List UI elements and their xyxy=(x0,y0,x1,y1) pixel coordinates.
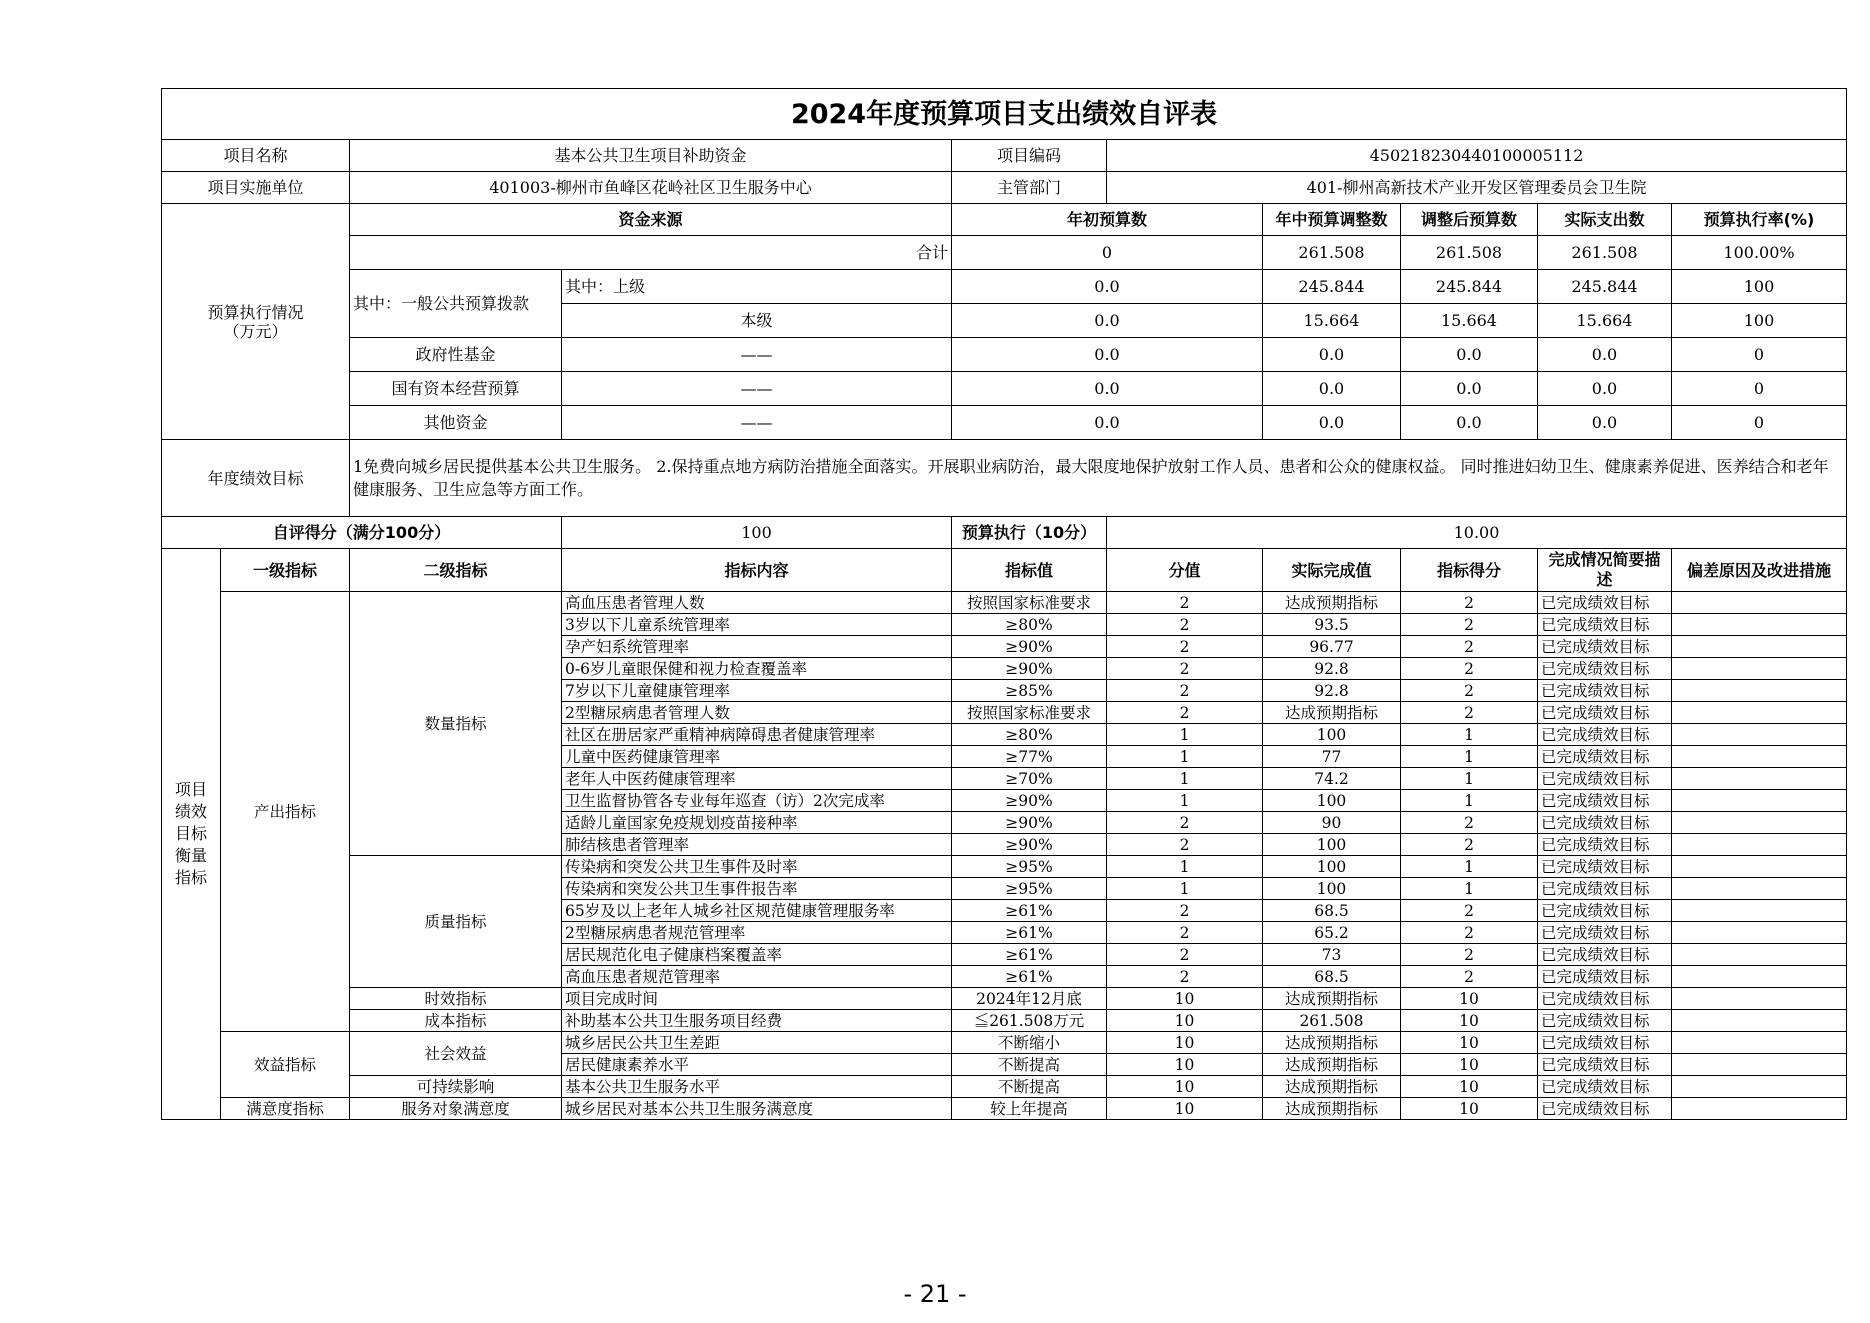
indicator-target: ≥90% xyxy=(952,812,1107,834)
annual-goal-text: 1免费向城乡居民提供基本公共卫生服务。 2.保持重点地方病防治措施全面落实。开展职业病防治，最大限度地保护放射工作人员、患者和公众的健康权益。 同时推进妇幼卫生、健康素养促进、医养结合和老年健康服务、卫生应急等方面工作。 xyxy=(350,440,1847,517)
indicator-points: 2 xyxy=(1107,636,1263,658)
level1-benefit: 效益指标 xyxy=(221,1032,350,1098)
indicator-deviation xyxy=(1672,856,1847,878)
indicator-target: ≥95% xyxy=(952,878,1107,900)
indicator-target: ≥61% xyxy=(952,966,1107,988)
self-score: 100 xyxy=(562,517,952,549)
budget-local-initial: 0.0 xyxy=(952,304,1263,338)
indicator-desc: 已完成绩效目标 xyxy=(1538,592,1672,614)
budget-total-adjusted: 261.508 xyxy=(1401,236,1538,270)
indicator-desc: 已完成绩效目标 xyxy=(1538,790,1672,812)
budget-gov-fund-rate: 0 xyxy=(1672,338,1847,372)
budget-other-funds-initial: 0.0 xyxy=(952,406,1263,440)
level2-sustain: 可持续影响 xyxy=(350,1076,562,1098)
budget-upper-initial: 0.0 xyxy=(952,270,1263,304)
indicator-content: 居民规范化电子健康档案覆盖率 xyxy=(562,944,952,966)
budget-total-rate: 100.00% xyxy=(1672,236,1847,270)
label-dept: 主管部门 xyxy=(952,172,1107,204)
indicator-content: 2型糖尿病患者管理人数 xyxy=(562,702,952,724)
indicator-content: 补助基本公共卫生服务项目经费 xyxy=(562,1010,952,1032)
indicator-target: 2024年12月底 xyxy=(952,988,1107,1010)
label-impl-unit: 项目实施单位 xyxy=(162,172,350,204)
budget-header-adjusted: 调整后预算数 xyxy=(1401,204,1538,236)
indicator-actual: 73 xyxy=(1263,944,1401,966)
budget-state-capital-dash: —— xyxy=(562,372,952,406)
indicator-actual: 77 xyxy=(1263,746,1401,768)
project-code: 450218230440100005112 xyxy=(1107,140,1847,172)
indicator-deviation xyxy=(1672,614,1847,636)
budget-state-capital-actual: 0.0 xyxy=(1538,372,1672,406)
indicator-score: 2 xyxy=(1401,834,1538,856)
indicator-actual: 90 xyxy=(1263,812,1401,834)
budget-state-capital-rate: 0 xyxy=(1672,372,1847,406)
budget-gov-fund-dash: —— xyxy=(562,338,952,372)
indicator-points: 2 xyxy=(1107,658,1263,680)
indicator-target: 不断缩小 xyxy=(952,1032,1107,1054)
indicator-deviation xyxy=(1672,636,1847,658)
budget-other-funds-label: 其他资金 xyxy=(350,406,562,440)
indicator-row xyxy=(162,1010,1847,1032)
indicator-points: 2 xyxy=(1107,614,1263,636)
indicator-desc: 已完成绩效目标 xyxy=(1538,658,1672,680)
indicator-desc: 已完成绩效目标 xyxy=(1538,1076,1672,1098)
indicator-desc: 已完成绩效目标 xyxy=(1538,724,1672,746)
indicator-score: 2 xyxy=(1401,658,1538,680)
indicator-content: 孕产妇系统管理率 xyxy=(562,636,952,658)
indicator-target: 不断提高 xyxy=(952,1054,1107,1076)
indicator-deviation xyxy=(1672,1010,1847,1032)
indicator-content: 社区在册居家严重精神病障碍患者健康管理率 xyxy=(562,724,952,746)
indicator-target: ≥77% xyxy=(952,746,1107,768)
indicator-score: 2 xyxy=(1401,944,1538,966)
indicator-deviation xyxy=(1672,1054,1847,1076)
label-budget-exec-score: 预算执行（10分） xyxy=(952,517,1107,549)
page-number: - 21 - xyxy=(903,1280,967,1308)
indicator-score: 2 xyxy=(1401,636,1538,658)
indicator-score: 1 xyxy=(1401,724,1538,746)
indicator-actual: 92.8 xyxy=(1263,658,1401,680)
indicator-points: 2 xyxy=(1107,966,1263,988)
indicator-score: 1 xyxy=(1401,768,1538,790)
budget-exec-score: 10.00 xyxy=(1107,517,1847,549)
budget-header-source: 资金来源 xyxy=(350,204,952,236)
level2-cost: 成本指标 xyxy=(350,1010,562,1032)
ind-header-level1: 一级指标 xyxy=(221,549,350,592)
budget-local-actual: 15.664 xyxy=(1538,304,1672,338)
label-project-name: 项目名称 xyxy=(162,140,350,172)
indicator-actual: 96.77 xyxy=(1263,636,1401,658)
indicator-target: ≥90% xyxy=(952,790,1107,812)
indicator-score: 1 xyxy=(1401,790,1538,812)
budget-total-label: 合计 xyxy=(350,236,952,270)
indicator-target: 按照国家标准要求 xyxy=(952,592,1107,614)
indicator-content: 项目完成时间 xyxy=(562,988,952,1010)
label-measure: 项目绩效目标衡量指标 xyxy=(162,549,221,1120)
indicator-points: 1 xyxy=(1107,790,1263,812)
indicator-content: 0-6岁儿童眼保健和视力检查覆盖率 xyxy=(562,658,952,680)
budget-other-funds-mid-adj: 0.0 xyxy=(1263,406,1401,440)
budget-other-funds-actual: 0.0 xyxy=(1538,406,1672,440)
indicator-score: 2 xyxy=(1401,812,1538,834)
label-budget-exec: 预算执行情况（万元） xyxy=(162,204,350,440)
indicator-content: 65岁及以上老年人城乡社区规范健康管理服务率 xyxy=(562,900,952,922)
indicator-actual: 100 xyxy=(1263,790,1401,812)
project-name: 基本公共卫生项目补助资金 xyxy=(350,140,952,172)
level1-satisfaction: 满意度指标 xyxy=(221,1098,350,1120)
indicator-deviation xyxy=(1672,702,1847,724)
budget-other-funds-dash: —— xyxy=(562,406,952,440)
budget-upper-label: 其中：上级 xyxy=(562,270,952,304)
indicator-target: ≥80% xyxy=(952,614,1107,636)
budget-gov-fund-adjusted: 0.0 xyxy=(1401,338,1538,372)
indicator-score: 2 xyxy=(1401,680,1538,702)
budget-header-initial: 年初预算数 xyxy=(952,204,1263,236)
indicator-points: 10 xyxy=(1107,1076,1263,1098)
ind-header-desc: 完成情况简要描述 xyxy=(1538,549,1672,592)
indicator-points: 10 xyxy=(1107,1098,1263,1120)
budget-other-funds-adjusted: 0.0 xyxy=(1401,406,1538,440)
indicator-deviation xyxy=(1672,592,1847,614)
indicator-target: ≥90% xyxy=(952,834,1107,856)
indicator-actual: 92.8 xyxy=(1263,680,1401,702)
indicator-actual: 达成预期指标 xyxy=(1263,592,1401,614)
indicator-content: 儿童中医药健康管理率 xyxy=(562,746,952,768)
indicator-deviation xyxy=(1672,658,1847,680)
indicator-points: 1 xyxy=(1107,878,1263,900)
budget-total-mid-adj: 261.508 xyxy=(1263,236,1401,270)
indicator-actual: 达成预期指标 xyxy=(1263,1098,1401,1120)
budget-gov-fund-initial: 0.0 xyxy=(952,338,1263,372)
budget-state-capital-adjusted: 0.0 xyxy=(1401,372,1538,406)
indicator-target: ≥90% xyxy=(952,636,1107,658)
indicator-actual: 261.508 xyxy=(1263,1010,1401,1032)
indicator-score: 2 xyxy=(1401,702,1538,724)
ind-header-target: 指标值 xyxy=(952,549,1107,592)
indicator-actual: 达成预期指标 xyxy=(1263,1054,1401,1076)
budget-header-actual: 实际支出数 xyxy=(1538,204,1672,236)
budget-header-rate: 预算执行率(%) xyxy=(1672,204,1847,236)
indicator-deviation xyxy=(1672,768,1847,790)
indicator-actual: 达成预期指标 xyxy=(1263,988,1401,1010)
indicator-row xyxy=(162,988,1847,1010)
indicator-content: 城乡居民对基本公共卫生服务满意度 xyxy=(562,1098,952,1120)
indicator-content: 肺结核患者管理率 xyxy=(562,834,952,856)
indicator-actual: 65.2 xyxy=(1263,922,1401,944)
indicator-points: 2 xyxy=(1107,812,1263,834)
indicator-target: 较上年提高 xyxy=(952,1098,1107,1120)
indicator-content: 传染病和突发公共卫生事件报告率 xyxy=(562,878,952,900)
indicator-row xyxy=(162,856,1847,878)
indicator-points: 2 xyxy=(1107,592,1263,614)
budget-local-label: 本级 xyxy=(562,304,952,338)
indicator-score: 10 xyxy=(1401,1076,1538,1098)
indicator-row xyxy=(162,1076,1847,1098)
budget-local-rate: 100 xyxy=(1672,304,1847,338)
budget-state-capital-mid-adj: 0.0 xyxy=(1263,372,1401,406)
budget-upper-adjusted: 245.844 xyxy=(1401,270,1538,304)
indicator-desc: 已完成绩效目标 xyxy=(1538,746,1672,768)
indicator-deviation xyxy=(1672,812,1847,834)
level2-service: 服务对象满意度 xyxy=(350,1098,562,1120)
indicator-desc: 已完成绩效目标 xyxy=(1538,614,1672,636)
dept: 401-柳州高新技术产业开发区管理委员会卫生院 xyxy=(1107,172,1847,204)
level2-quality: 质量指标 xyxy=(350,856,562,988)
level2-timeliness: 时效指标 xyxy=(350,988,562,1010)
indicator-actual: 达成预期指标 xyxy=(1263,1032,1401,1054)
indicator-actual: 68.5 xyxy=(1263,966,1401,988)
indicator-target: ≥70% xyxy=(952,768,1107,790)
indicator-desc: 已完成绩效目标 xyxy=(1538,702,1672,724)
indicator-content: 7岁以下儿童健康管理率 xyxy=(562,680,952,702)
ind-header-points: 分值 xyxy=(1107,549,1263,592)
indicator-target: ≥85% xyxy=(952,680,1107,702)
indicator-deviation xyxy=(1672,878,1847,900)
indicator-score: 2 xyxy=(1401,592,1538,614)
indicator-actual: 达成预期指标 xyxy=(1263,1076,1401,1098)
indicator-points: 10 xyxy=(1107,1032,1263,1054)
indicator-score: 10 xyxy=(1401,1010,1538,1032)
ind-header-level2: 二级指标 xyxy=(350,549,562,592)
indicator-target: ≥95% xyxy=(952,856,1107,878)
level2-social: 社会效益 xyxy=(350,1032,562,1076)
indicator-desc: 已完成绩效目标 xyxy=(1538,878,1672,900)
indicator-desc: 已完成绩效目标 xyxy=(1538,1054,1672,1076)
indicator-deviation xyxy=(1672,834,1847,856)
indicator-row xyxy=(162,1032,1847,1054)
indicator-points: 10 xyxy=(1107,1054,1263,1076)
indicator-points: 2 xyxy=(1107,944,1263,966)
indicator-score: 1 xyxy=(1401,746,1538,768)
indicator-desc: 已完成绩效目标 xyxy=(1538,988,1672,1010)
indicator-target: 不断提高 xyxy=(952,1076,1107,1098)
budget-upper-mid-adj: 245.844 xyxy=(1263,270,1401,304)
label-annual-goal: 年度绩效目标 xyxy=(162,440,350,517)
indicator-content: 基本公共卫生服务水平 xyxy=(562,1076,952,1098)
ind-header-actual: 实际完成值 xyxy=(1263,549,1401,592)
budget-other-funds-rate: 0 xyxy=(1672,406,1847,440)
indicator-actual: 达成预期指标 xyxy=(1263,702,1401,724)
budget-gov-fund-actual: 0.0 xyxy=(1538,338,1672,372)
indicator-desc: 已完成绩效目标 xyxy=(1538,1032,1672,1054)
indicator-points: 10 xyxy=(1107,1010,1263,1032)
indicator-actual: 100 xyxy=(1263,878,1401,900)
label-self-score: 自评得分（满分100分） xyxy=(162,517,562,549)
indicator-deviation xyxy=(1672,746,1847,768)
indicator-content: 适龄儿童国家免疫规划疫苗接种率 xyxy=(562,812,952,834)
indicator-score: 2 xyxy=(1401,614,1538,636)
indicator-target: ≥61% xyxy=(952,944,1107,966)
indicator-actual: 100 xyxy=(1263,834,1401,856)
budget-header-mid-adj: 年中预算调整数 xyxy=(1263,204,1401,236)
indicator-deviation xyxy=(1672,988,1847,1010)
indicator-desc: 已完成绩效目标 xyxy=(1538,812,1672,834)
indicator-deviation xyxy=(1672,944,1847,966)
indicator-points: 2 xyxy=(1107,900,1263,922)
indicator-row xyxy=(162,1098,1847,1120)
budget-upper-rate: 100 xyxy=(1672,270,1847,304)
indicator-score: 2 xyxy=(1401,966,1538,988)
indicator-desc: 已完成绩效目标 xyxy=(1538,636,1672,658)
indicator-desc: 已完成绩效目标 xyxy=(1538,944,1672,966)
budget-upper-actual: 245.844 xyxy=(1538,270,1672,304)
indicator-content: 老年人中医药健康管理率 xyxy=(562,768,952,790)
indicator-actual: 74.2 xyxy=(1263,768,1401,790)
indicator-desc: 已完成绩效目标 xyxy=(1538,966,1672,988)
indicator-score: 1 xyxy=(1401,878,1538,900)
budget-state-capital-label: 国有资本经营预算 xyxy=(350,372,562,406)
indicator-desc: 已完成绩效目标 xyxy=(1538,1010,1672,1032)
budget-general-label: 其中：一般公共预算拨款 xyxy=(350,270,562,338)
indicator-score: 2 xyxy=(1401,900,1538,922)
indicator-actual: 68.5 xyxy=(1263,900,1401,922)
budget-total-actual: 261.508 xyxy=(1538,236,1672,270)
indicator-points: 1 xyxy=(1107,724,1263,746)
indicator-target: 按照国家标准要求 xyxy=(952,702,1107,724)
budget-local-mid-adj: 15.664 xyxy=(1263,304,1401,338)
indicator-score: 1 xyxy=(1401,856,1538,878)
indicator-points: 2 xyxy=(1107,922,1263,944)
table-title: 2024年度预算项目支出绩效自评表 xyxy=(162,89,1847,140)
indicator-deviation xyxy=(1672,724,1847,746)
budget-gov-fund-label: 政府性基金 xyxy=(350,338,562,372)
indicator-content: 3岁以下儿童系统管理率 xyxy=(562,614,952,636)
indicator-desc: 已完成绩效目标 xyxy=(1538,900,1672,922)
performance-table xyxy=(161,88,1847,1120)
indicator-points: 1 xyxy=(1107,746,1263,768)
indicator-points: 1 xyxy=(1107,768,1263,790)
indicator-deviation xyxy=(1672,790,1847,812)
indicator-row xyxy=(162,592,1847,614)
budget-gov-fund-mid-adj: 0.0 xyxy=(1263,338,1401,372)
indicator-score: 2 xyxy=(1401,922,1538,944)
ind-header-score: 指标得分 xyxy=(1401,549,1538,592)
indicator-target: ≦261.508万元 xyxy=(952,1010,1107,1032)
indicator-deviation xyxy=(1672,680,1847,702)
indicator-content: 卫生监督协管各专业每年巡查（访）2次完成率 xyxy=(562,790,952,812)
indicator-content: 居民健康素养水平 xyxy=(562,1054,952,1076)
indicator-deviation xyxy=(1672,966,1847,988)
indicator-score: 10 xyxy=(1401,1098,1538,1120)
indicator-points: 2 xyxy=(1107,702,1263,724)
indicator-actual: 100 xyxy=(1263,724,1401,746)
indicator-deviation xyxy=(1672,1098,1847,1120)
budget-state-capital-initial: 0.0 xyxy=(952,372,1263,406)
indicator-points: 2 xyxy=(1107,834,1263,856)
ind-header-content: 指标内容 xyxy=(562,549,952,592)
ind-header-deviation: 偏差原因及改进措施 xyxy=(1672,549,1847,592)
indicator-content: 城乡居民公共卫生差距 xyxy=(562,1032,952,1054)
indicator-content: 2型糖尿病患者规范管理率 xyxy=(562,922,952,944)
indicator-desc: 已完成绩效目标 xyxy=(1538,922,1672,944)
indicator-desc: 已完成绩效目标 xyxy=(1538,1098,1672,1120)
indicator-actual: 93.5 xyxy=(1263,614,1401,636)
impl-unit: 401003-柳州市鱼峰区花岭社区卫生服务中心 xyxy=(350,172,952,204)
label-project-code: 项目编码 xyxy=(952,140,1107,172)
indicator-desc: 已完成绩效目标 xyxy=(1538,680,1672,702)
indicator-target: ≥80% xyxy=(952,724,1107,746)
indicator-deviation xyxy=(1672,1032,1847,1054)
indicator-deviation xyxy=(1672,900,1847,922)
indicator-target: ≥61% xyxy=(952,922,1107,944)
indicator-content: 高血压患者规范管理率 xyxy=(562,966,952,988)
indicator-deviation xyxy=(1672,922,1847,944)
indicator-desc: 已完成绩效目标 xyxy=(1538,834,1672,856)
indicator-content: 高血压患者管理人数 xyxy=(562,592,952,614)
indicator-target: ≥90% xyxy=(952,658,1107,680)
indicator-points: 10 xyxy=(1107,988,1263,1010)
indicator-points: 1 xyxy=(1107,856,1263,878)
indicator-desc: 已完成绩效目标 xyxy=(1538,856,1672,878)
indicator-target: ≥61% xyxy=(952,900,1107,922)
level2-quantity: 数量指标 xyxy=(350,592,562,856)
indicator-points: 2 xyxy=(1107,680,1263,702)
indicator-score: 10 xyxy=(1401,1054,1538,1076)
indicator-desc: 已完成绩效目标 xyxy=(1538,768,1672,790)
indicator-content: 传染病和突发公共卫生事件及时率 xyxy=(562,856,952,878)
budget-total-initial: 0 xyxy=(952,236,1263,270)
budget-local-adjusted: 15.664 xyxy=(1401,304,1538,338)
indicator-score: 10 xyxy=(1401,1032,1538,1054)
indicator-score: 10 xyxy=(1401,988,1538,1010)
indicator-deviation xyxy=(1672,1076,1847,1098)
indicator-actual: 100 xyxy=(1263,856,1401,878)
level1-output: 产出指标 xyxy=(221,592,350,1032)
